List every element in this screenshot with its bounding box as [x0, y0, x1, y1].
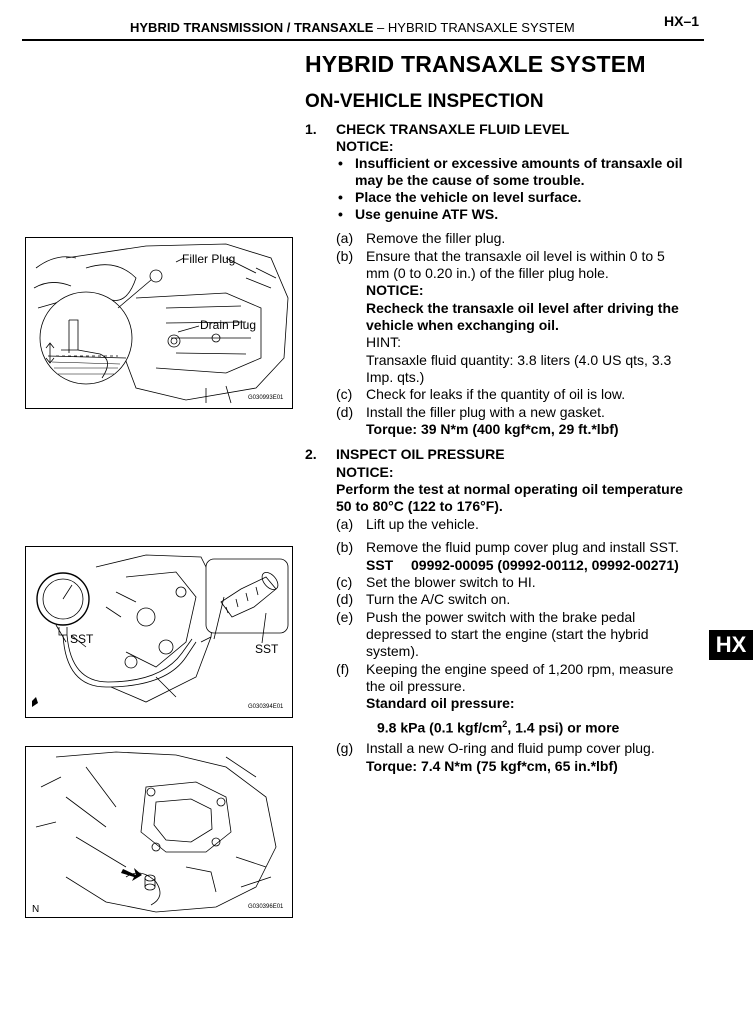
bullet-icon: •: [338, 206, 343, 222]
transaxle-fill-drawing: [26, 238, 292, 408]
sst-label: SST: [366, 557, 394, 573]
standard-value-main: 9.8 kPa (0.1 kgf/cm: [377, 719, 503, 736]
substep-label: (b): [336, 248, 354, 264]
figure-code: G030993E01: [248, 395, 284, 401]
header-dash: –: [377, 20, 385, 35]
section-title: ON-VEHICLE INSPECTION: [305, 91, 544, 112]
substep-label: (f): [336, 661, 350, 677]
substep-text: Lift up the vehicle.: [366, 516, 479, 532]
standard-label: Standard oil pressure:: [366, 695, 515, 711]
hint-text: Imp. qts.): [366, 369, 425, 385]
step1-number: 1.: [305, 121, 317, 137]
substep-text: Remove the fluid pump cover plug and install SST.: [366, 539, 679, 555]
running-header: [130, 20, 575, 35]
substep-text: Keeping the engine speed of 1,200 rpm, measure: [366, 661, 674, 677]
header-rule: [22, 39, 704, 41]
substep-text: Turn the A/C switch on.: [366, 591, 511, 607]
torque-spec: Torque: 7.4 N*m (75 kgf*cm, 65 in.*lbf): [366, 758, 618, 774]
substep-text: Check for leaks if the quantity of oil is low.: [366, 386, 626, 402]
substep-label: (b): [336, 539, 354, 555]
standard-value: [377, 716, 619, 737]
hint-text: Transaxle fluid quantity: 3.8 liters (4.0 US qts, 3.3: [366, 352, 672, 368]
notice-text: Recheck the transaxle oil level after driving the: [366, 300, 679, 316]
substep-text: Ensure that the transaxle oil level is within 0 to 5: [366, 248, 665, 264]
figure-fluid-level: [25, 237, 293, 409]
orientation-icon: [32, 697, 38, 707]
substep-text: Remove the filler plug.: [366, 230, 506, 246]
figure-pump-cover-plug: [25, 746, 293, 918]
substep-text: mm (0 to 0.20 in.) of the filler plug hole.: [366, 265, 609, 281]
torque-spec: Torque: 39 N*m (400 kgf*cm, 29 ft.*lbf): [366, 421, 619, 437]
arrow-icon: [121, 868, 142, 881]
step1-bullet: Place the vehicle on level surface.: [355, 189, 582, 205]
sst-value: 09992-00095 (09992-00112, 09992-00271): [411, 557, 679, 573]
substep-text: Set the blower switch to HI.: [366, 574, 536, 590]
sst-gauge-label: SST: [70, 632, 94, 646]
figure-code: G030394E01: [248, 704, 284, 710]
header-section: HYBRID TRANSMISSION / TRANSAXLE: [130, 20, 374, 35]
step1-bullet: Insufficient or excessive amounts of transaxle oil: [355, 155, 683, 171]
step1-heading: CHECK TRANSAXLE FLUID LEVEL: [336, 121, 570, 137]
notice-label: NOTICE:: [366, 282, 424, 298]
step2-notice-text: 50 to 80°C (122 to 176°F).: [336, 498, 503, 514]
step2-number: 2.: [305, 446, 317, 462]
drain-plug-label: Drain Plug: [200, 318, 257, 332]
substep-text: system).: [366, 643, 419, 659]
sst-adapter-label: SST: [255, 642, 279, 656]
substep-text: Install the filler plug with a new gasket.: [366, 404, 605, 420]
page-number: HX–1: [664, 13, 700, 29]
substep-label: (d): [336, 404, 354, 420]
substep-label: (c): [336, 574, 353, 590]
substep-label: (e): [336, 609, 354, 625]
bullet-icon: •: [338, 189, 343, 205]
substep-label: (c): [336, 386, 353, 402]
substep-text: Push the power switch with the brake pedal: [366, 609, 636, 625]
substep-text: the oil pressure.: [366, 678, 466, 694]
bullet-icon: •: [338, 155, 343, 171]
step1-notice-label: NOTICE:: [336, 138, 394, 154]
substep-label: (g): [336, 740, 354, 756]
page-title: HYBRID TRANSAXLE SYSTEM: [305, 51, 646, 77]
step1-bullet: Use genuine ATF WS.: [355, 206, 499, 222]
figure-oil-pressure-gauge: [25, 546, 293, 718]
step2-notice-label: NOTICE:: [336, 464, 394, 480]
substep-text: depressed to start the engine (start the hybrid: [366, 626, 649, 642]
figure-corner-mark: N: [32, 904, 40, 915]
step2-notice-text: Perform the test at normal operating oil temperature: [336, 481, 683, 497]
step1-bullet: may be the cause of some trouble.: [355, 172, 585, 188]
substep-text: Install a new O-ring and fluid pump cover plug.: [366, 740, 655, 756]
substep-label: (a): [336, 516, 354, 532]
section-tab: HX: [709, 630, 753, 660]
step2-heading: INSPECT OIL PRESSURE: [336, 446, 505, 462]
header-topic: HYBRID TRANSAXLE SYSTEM: [387, 20, 575, 35]
notice-text: vehicle when exchanging oil.: [366, 317, 559, 333]
pump-cover-drawing: [26, 747, 292, 917]
pressure-gauge-drawing: [26, 547, 292, 717]
standard-value-rest: , 1.4 psi) or more: [507, 719, 620, 736]
standard-value-sup: 2: [502, 719, 508, 729]
substep-label: (a): [336, 230, 354, 246]
filler-plug-label: Filler Plug: [182, 252, 236, 266]
hint-label: HINT:: [366, 334, 401, 350]
substep-label: (d): [336, 591, 354, 607]
figure-code: G030396E01: [248, 904, 284, 910]
